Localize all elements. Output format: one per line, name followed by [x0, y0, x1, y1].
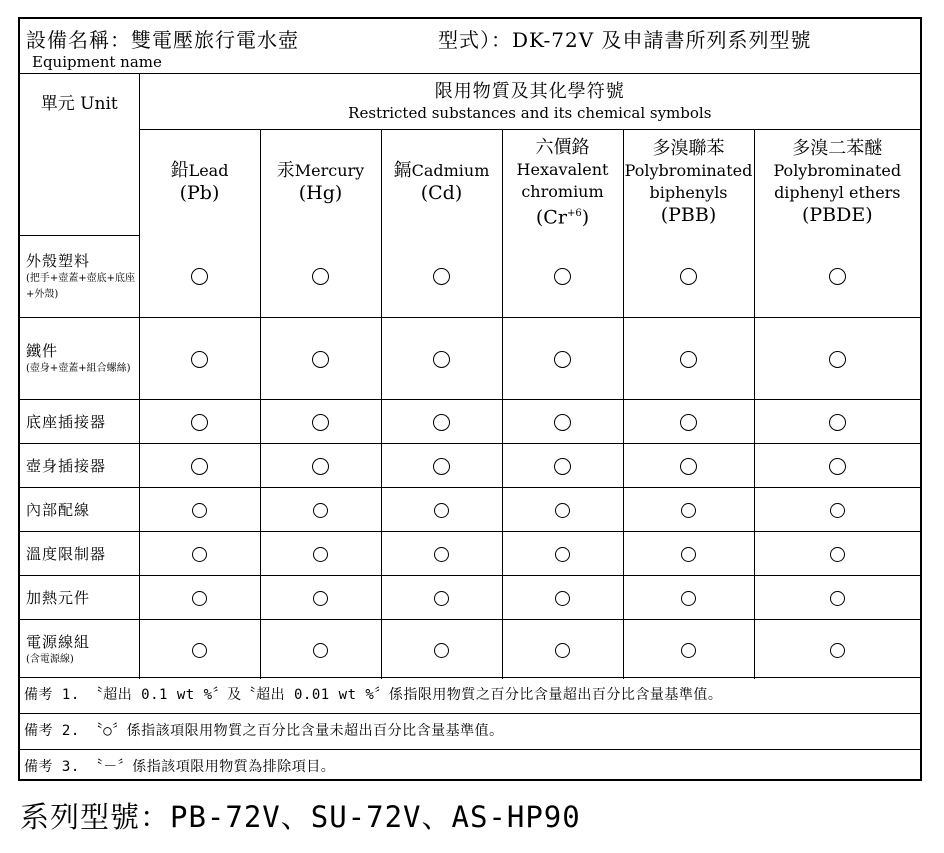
compliance-cell — [381, 619, 502, 679]
compliant-circle-icon — [433, 268, 450, 285]
compliance-cell — [260, 317, 381, 399]
compliance-cell — [260, 531, 381, 575]
compliance-cell — [260, 487, 381, 531]
compliant-circle-icon — [555, 591, 570, 606]
model-type-label: 型式）：DK-72V 及申請書所列系列型號 — [438, 28, 812, 52]
compliance-cell — [381, 235, 502, 317]
compliance-cell — [139, 235, 260, 317]
compliance-cell — [260, 443, 381, 487]
compliant-circle-icon — [191, 414, 208, 431]
compliance-cell — [139, 443, 260, 487]
compliant-circle-icon — [313, 503, 328, 518]
compliance-cell — [754, 317, 920, 399]
compliance-cell — [260, 575, 381, 619]
compliant-circle-icon — [830, 643, 845, 658]
unit-label — [20, 443, 139, 487]
compliant-circle-icon — [681, 503, 696, 518]
table-row — [20, 531, 920, 575]
substance-header-cadmium: 鎘Cadmium (Cd) — [381, 129, 502, 235]
compliance-cell — [502, 619, 623, 679]
restricted-substances-table — [20, 73, 920, 679]
compliance-cell — [623, 235, 754, 317]
table-row — [20, 399, 920, 443]
compliant-circle-icon — [830, 547, 845, 562]
unit-label — [20, 575, 139, 619]
compliance-cell — [502, 443, 623, 487]
table-row — [20, 317, 920, 399]
unit-label-text: 電源線組 — [26, 632, 91, 651]
compliant-circle-icon — [312, 268, 329, 285]
unit-label-note: (含電源線) — [26, 653, 74, 665]
compliant-circle-icon — [555, 643, 570, 658]
compliance-cell — [754, 443, 920, 487]
compliant-circle-icon — [681, 547, 696, 562]
compliance-cell — [754, 619, 920, 679]
compliance-cell — [502, 487, 623, 531]
remark-1: 備考 1. 〝超出 0.1 wt %〞及〝超出 0.01 wt %〞係指限用物質之百分比含量超出百分比含量基準值。 — [20, 677, 920, 713]
compliance-cell — [381, 317, 502, 399]
compliant-circle-icon — [829, 351, 846, 368]
compliant-circle-icon — [680, 414, 697, 431]
compliance-cell — [754, 399, 920, 443]
compliance-cell — [754, 235, 920, 317]
compliant-circle-icon — [191, 268, 208, 285]
compliant-circle-icon — [312, 414, 329, 431]
compliant-circle-icon — [554, 268, 571, 285]
compliance-cell — [502, 235, 623, 317]
compliance-cell — [623, 487, 754, 531]
series-models: 系列型號：PB-72V、SU-72V、AS-HP90 — [20, 800, 581, 834]
compliant-circle-icon — [554, 351, 571, 368]
compliant-circle-icon — [555, 547, 570, 562]
table-row — [20, 619, 920, 679]
unit-label — [20, 619, 139, 679]
compliance-cell — [623, 531, 754, 575]
unit-label-note: (壺身+壺蓋+組合螺絲) — [26, 362, 131, 374]
compliance-cell — [139, 531, 260, 575]
unit-header: 單元 Unit — [20, 73, 139, 235]
compliant-circle-icon — [434, 643, 449, 658]
compliant-circle-icon — [680, 268, 697, 285]
compliance-cell — [623, 575, 754, 619]
unit-label — [20, 487, 139, 531]
compliant-circle-icon — [555, 503, 570, 518]
table-row — [20, 575, 920, 619]
substances-group-header — [139, 73, 920, 129]
compliant-circle-icon — [192, 591, 207, 606]
compliant-circle-icon — [313, 643, 328, 658]
compliant-circle-icon — [313, 547, 328, 562]
unit-label-text: 內部配線 — [26, 500, 91, 519]
remarks — [20, 677, 920, 785]
substance-header-pbb: 多溴聯苯 Polybrominated biphenyls (PBB) — [623, 129, 754, 235]
substance-header-hexavalent-chromium: 六價鉻 Hexavalent chromium $(Cr^{+6})$ — [502, 129, 623, 235]
compliant-circle-icon — [312, 351, 329, 368]
compliant-circle-icon — [554, 414, 571, 431]
unit-label-text: 鐵件 — [26, 341, 59, 360]
compliant-circle-icon — [192, 547, 207, 562]
compliance-cell — [502, 399, 623, 443]
table-row — [20, 443, 920, 487]
compliance-cell — [139, 487, 260, 531]
compliant-circle-icon — [192, 643, 207, 658]
unit-label-text: 底座插接器 — [26, 412, 107, 431]
unit-label — [20, 531, 139, 575]
compliance-cell — [381, 575, 502, 619]
compliant-circle-icon — [433, 458, 450, 475]
compliant-circle-icon — [554, 458, 571, 475]
compliance-cell — [381, 487, 502, 531]
compliance-cell — [139, 317, 260, 399]
group-header-en: Restricted substances and its chemical symbols — [348, 103, 712, 122]
compliance-cell — [623, 399, 754, 443]
remark-3: 備考 3. 〝－〞係指該項限用物質為排除項目。 — [20, 749, 920, 785]
compliant-circle-icon — [829, 414, 846, 431]
compliant-circle-icon — [680, 351, 697, 368]
unit-label-text: 加熱元件 — [26, 588, 91, 607]
compliant-circle-icon — [680, 458, 697, 475]
compliant-circle-icon — [434, 591, 449, 606]
compliant-circle-icon — [434, 547, 449, 562]
compliance-cell — [623, 317, 754, 399]
compliant-circle-icon — [830, 503, 845, 518]
unit-label-text: 外殼塑料 — [26, 251, 91, 270]
rohs-declaration-sheet — [18, 17, 922, 781]
substance-header-lead: 鉛Lead (Pb) — [139, 129, 260, 235]
compliant-circle-icon — [433, 351, 450, 368]
compliance-cell — [139, 399, 260, 443]
compliance-cell — [139, 575, 260, 619]
compliant-circle-icon — [681, 591, 696, 606]
unit-label-text: 溫度限制器 — [26, 544, 107, 563]
table-row — [20, 235, 920, 317]
compliance-cell — [381, 531, 502, 575]
unit-rows — [20, 235, 920, 679]
equipment-name-en: Equipment name — [32, 53, 162, 71]
compliant-circle-icon — [829, 268, 846, 285]
group-header-zh: 限用物質及其化學符號 — [434, 80, 625, 102]
sheet-header — [20, 19, 920, 74]
compliance-cell — [754, 575, 920, 619]
compliant-circle-icon — [830, 591, 845, 606]
compliance-cell — [381, 399, 502, 443]
compliant-circle-icon — [191, 351, 208, 368]
compliant-circle-icon — [192, 503, 207, 518]
compliance-cell — [502, 317, 623, 399]
compliance-cell — [260, 235, 381, 317]
compliant-circle-icon — [681, 643, 696, 658]
compliant-circle-icon — [191, 458, 208, 475]
compliance-cell — [381, 443, 502, 487]
compliant-circle-icon — [433, 414, 450, 431]
compliant-circle-icon — [313, 591, 328, 606]
compliant-circle-icon — [434, 503, 449, 518]
substance-header-mercury: 汞Mercury (Hg) — [260, 129, 381, 235]
compliance-cell — [260, 619, 381, 679]
unit-label — [20, 317, 139, 399]
compliant-circle-icon — [312, 458, 329, 475]
compliance-cell — [754, 487, 920, 531]
compliance-cell — [260, 399, 381, 443]
compliant-circle-icon — [829, 458, 846, 475]
unit-label-note: (把手+壺蓋+壺底+底座+外殼) — [26, 272, 136, 300]
substance-header-pbde: 多溴二苯醚 Polybrominated diphenyl ethers (PBDE) — [754, 129, 920, 235]
unit-label — [20, 235, 139, 317]
compliance-cell — [623, 443, 754, 487]
compliance-cell — [139, 619, 260, 679]
remark-2: 備考 2. 〝○〞係指該項限用物質之百分比含量未超出百分比含量基準值。 — [20, 713, 920, 749]
compliance-cell — [623, 619, 754, 679]
compliance-cell — [502, 531, 623, 575]
compliance-cell — [754, 531, 920, 575]
table-row — [20, 487, 920, 531]
unit-label — [20, 399, 139, 443]
compliance-cell — [502, 575, 623, 619]
equipment-name-label: 設備名稱：雙電壓旅行電水壺 — [26, 28, 299, 52]
unit-label-text: 壺身插接器 — [26, 456, 107, 475]
